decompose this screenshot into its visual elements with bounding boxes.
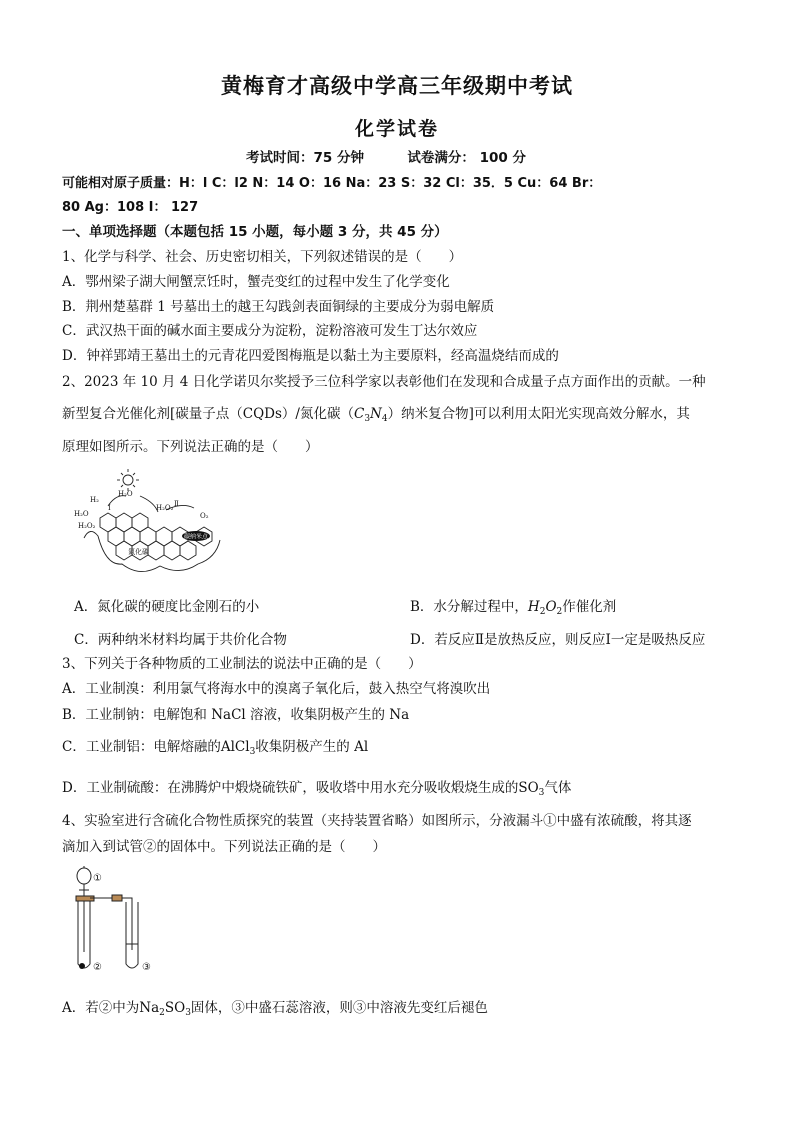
fig-cn-label: 氮化碳: [128, 548, 149, 556]
q4-stem-line-2: 滴加入到试管②的固体中。下列说法正确的是（ ）: [62, 839, 386, 855]
atomic-mass-line-1: 可能相对原子质量：H：l C：l2 N：14 O：16 Na：23 S：32 Cl：35．5 Cu：64 Br：: [62, 176, 602, 191]
q3-option-d: D．工业制硫酸：在沸腾炉中煅烧硫铁矿，吸收塔中用水充分吸收煅烧生成的$SO_3$气体: [62, 780, 572, 798]
q3-option-c: C．工业制铝：电解熔融的AlCl$_3$收集阴极产生的 Al: [62, 739, 369, 757]
label-funnel-1: ①: [93, 873, 102, 884]
apparatus-diagram: [70, 864, 170, 976]
q1-option-a: A．鄂州梁子湖大闸蟹烹饪时，蟹壳变红的过程中发生了化学变化: [62, 274, 450, 290]
fig-o2: O₂: [200, 512, 209, 520]
q1-stem: 1、化学与科学、社会、历史密切相关，下列叙述错误的是（ ）: [62, 249, 463, 265]
fig-h2: H₂: [90, 496, 99, 504]
fig-h2o2-a: H₂O₂: [78, 522, 96, 530]
q2-stem-line-3: 原理如图所示。下列说法正确的是（ ）: [62, 439, 319, 455]
fig-h2o2-b: H₂O₂: [156, 504, 174, 512]
q2-option-c: C．两种纳米材料均属于共价化合物: [74, 632, 287, 648]
label-tube-3: ③: [142, 962, 151, 973]
q3-option-a: A．工业制溴：利用氯气将海水中的溴离子氧化后，鼓入热空气将溴吹出: [62, 681, 491, 697]
q2-option-b: B．水分解过程中，$H_2O_2$作催化剂: [410, 599, 617, 617]
label-tube-2: ②: [93, 962, 102, 973]
q3-stem: 3、下列关于各种物质的工业制法的说法中正确的是（ ）: [62, 656, 422, 672]
q2-stem-line-2: 新型复合光催化剂[碳量子点（CQDs）/氮化碳$(C_3N_4)$纳米复合物]可以利用太阳光实现高效分解水，其: [62, 406, 690, 424]
full-score: 试卷满分： 100 分: [407, 150, 526, 166]
q3-option-b: B．工业制钠：电解饱和 NaCl 溶液，收集阴极产生的 Na: [62, 707, 410, 723]
q1-option-b: B．荆州楚墓群 1 号墓出土的越王勾践剑表面铜绿的主要成分为弱电解质: [62, 299, 495, 315]
photocatalyst-diagram: [70, 466, 230, 586]
q2-option-a: A．氮化碳的硬度比金刚石的小: [74, 599, 260, 615]
fig-qd-label: 碳纳米点: [183, 533, 209, 541]
q2-stem-line-1: 2、2023 年 10 月 4 日化学诺贝尔奖授予三位科学家以表彰他们在发现和合成量子点方面作出的贡献。一种: [62, 374, 706, 390]
q2-option-d: D．若反应Ⅱ是放热反应，则反应Ⅰ一定是吸热反应: [410, 632, 706, 648]
exam-title: 黄梅育才高级中学高三年级期中考试: [221, 74, 573, 98]
exam-subtitle: 化学试卷: [354, 118, 439, 140]
exam-time: 考试时间：75 分钟: [246, 150, 364, 166]
q4-stem-line-1: 4、实验室进行含硫化合物性质探究的装置（夹持装置省略）如图所示，分液漏斗①中盛有浓硫酸，将其逐: [62, 813, 692, 829]
section-heading: 一、单项选择题（本题包括 15 小题，每小题 3 分，共 45 分）: [62, 224, 448, 240]
q1-option-c: C．武汉热干面的碱水面主要成分为淀粉，淀粉溶液可发生丁达尔效应: [62, 323, 478, 339]
fig-h2o-top: H₂O: [118, 490, 133, 498]
q1-option-d: D．钟祥郢靖王墓出土的元青花四爱图梅瓶是以黏土为主要原料，经高温烧结而成的: [62, 348, 559, 364]
exam-info: [246, 148, 576, 168]
atomic-mass-line-2: 80 Ag：108 I： 127: [62, 200, 199, 215]
fig-reaction-2: Ⅱ: [174, 500, 179, 508]
fig-h2o-left: H₂O: [74, 510, 89, 518]
fig-reaction-1: Ⅰ: [108, 504, 111, 512]
q4-option-a: A．若②中为$Na_2SO_3$固体，③中盛石蕊溶液，则③中溶液先变红后褪色: [62, 1000, 488, 1018]
